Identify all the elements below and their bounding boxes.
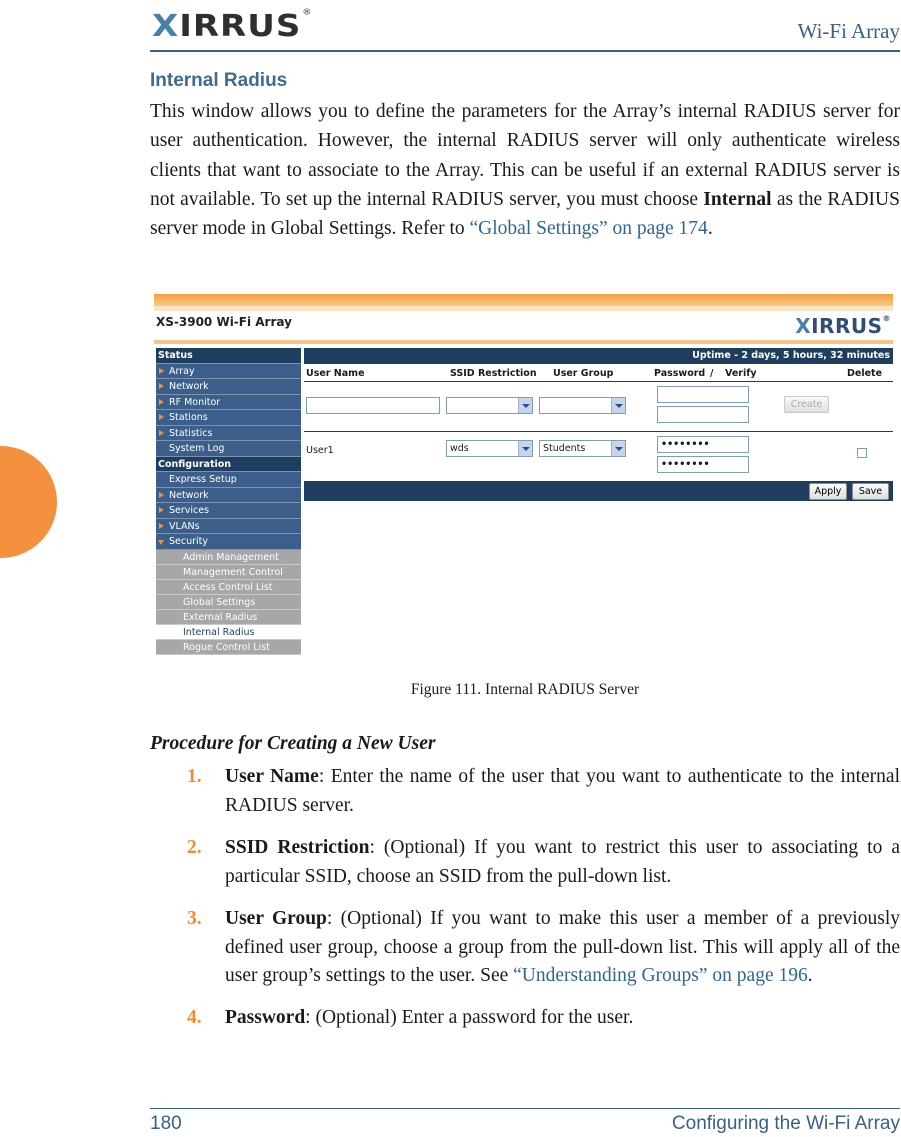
procedure-step: 2. SSID Restriction: (Optional) If you want to restrict this user to associating to a particular SSID, choose an SSID from the pull-down list.	[187, 836, 900, 887]
user-password-input[interactable]: ••••••••	[657, 436, 749, 453]
internal-radius-screenshot	[154, 294, 893, 664]
page-number: 180	[150, 1113, 182, 1134]
column-ssid-restriction: SSID Restriction	[450, 368, 537, 379]
sidebar-item-external-radius[interactable]: External Radius	[156, 610, 301, 625]
user-verify-input[interactable]: ••••••••	[657, 456, 749, 473]
chevron-down-icon	[518, 398, 532, 413]
delete-user-checkbox[interactable]	[857, 448, 867, 458]
apply-button[interactable]: Apply	[809, 483, 847, 500]
uptime-status: Uptime - 2 days, 5 hours, 32 minutes	[304, 348, 893, 364]
figure-xirrus-logo: XIRRUS®	[795, 314, 891, 338]
sidebar-item-admin-management[interactable]: Admin Management	[156, 550, 301, 565]
navigation-sidebar	[156, 348, 301, 655]
sidebar-status-heading[interactable]: Status	[156, 348, 301, 364]
sidebar-item-system-log[interactable]: System Log	[156, 441, 301, 457]
column-delete: Delete	[847, 368, 883, 379]
sidebar-item-global-settings[interactable]: Global Settings	[156, 595, 301, 610]
sidebar-configuration-heading[interactable]: Configuration	[156, 457, 301, 473]
column-user-name: User Name	[306, 368, 365, 379]
footer-title: Configuring the Wi-Fi Array	[671, 1113, 900, 1134]
sidebar-item-management-control[interactable]: Management Control	[156, 565, 301, 580]
procedure-title: Procedure for Creating a New User	[150, 733, 436, 754]
sidebar-item-network[interactable]: Network	[156, 379, 301, 395]
new-password-input[interactable]	[657, 386, 749, 403]
chevron-down-icon	[518, 441, 532, 456]
sidebar-item-services[interactable]: Services	[156, 503, 301, 519]
sidebar-item-internal-radius[interactable]: Internal Radius	[156, 625, 301, 640]
chevron-down-icon	[611, 398, 625, 413]
user-ssid-select[interactable]: wds	[446, 440, 533, 457]
chapter-tab-marker	[0, 446, 57, 558]
action-bar	[304, 482, 893, 501]
new-user-row	[304, 382, 893, 432]
internal-mode-term: Internal	[703, 188, 772, 210]
figure-top-bar	[154, 294, 893, 306]
create-button[interactable]: Create	[784, 396, 829, 413]
save-button[interactable]: Save	[852, 483, 889, 500]
sidebar-item-config-network[interactable]: Network	[156, 488, 301, 504]
product-name: XS-3900 Wi-Fi Array	[156, 315, 292, 329]
sidebar-item-access-control-list[interactable]: Access Control List	[156, 580, 301, 595]
user-group-select[interactable]: Students	[539, 440, 626, 457]
figure-caption: Figure 111. Internal RADIUS Server	[410, 681, 640, 698]
sidebar-item-express-setup[interactable]: Express Setup	[156, 472, 301, 488]
page-header	[150, 6, 900, 52]
footer-rule	[150, 1108, 900, 1109]
procedure-steps	[150, 763, 900, 1046]
document-title: Wi-Fi Array	[797, 19, 900, 43]
sidebar-item-array[interactable]: Array	[156, 364, 301, 380]
understanding-groups-link[interactable]: “Understanding Groups” on page 196	[513, 965, 808, 987]
new-group-select[interactable]	[539, 397, 626, 414]
new-ssid-select[interactable]	[446, 397, 533, 414]
column-verify: Verify	[725, 368, 757, 379]
sidebar-item-security[interactable]: Security	[156, 534, 301, 550]
procedure-step: 1. User Name: Enter the name of the user that you want to authenticate to the internal RADIUS server.	[187, 766, 900, 816]
internal-radius-panel	[304, 348, 893, 501]
xirrus-logo: XIRRUS®	[152, 8, 313, 44]
intro-paragraph: This window allows you to define the parameters for the Array’s internal RADIUS server for user authentication. However, the internal RADIUS server will only authenticate wireless clients that want to associate to the Array. This can be useful if an external RADIUS server is not available. To set up the internal RADIUS server, you must choose Internal as the RADIUS server mode in Global Settings. Refer to “Global Settings” on page 174.	[150, 101, 900, 240]
column-slash: /	[710, 368, 714, 379]
chevron-down-icon	[611, 441, 625, 456]
column-user-group: User Group	[553, 368, 614, 379]
column-password: Password	[654, 368, 706, 379]
procedure-step: 4. Password: (Optional) Enter a password for the user.	[187, 1007, 634, 1029]
user-name-value: User1	[306, 445, 334, 456]
sidebar-item-vlans[interactable]: VLANs	[156, 519, 301, 535]
sidebar-item-rf-monitor[interactable]: RF Monitor	[156, 395, 301, 411]
section-title: Internal Radius	[150, 70, 288, 91]
global-settings-link[interactable]: “Global Settings” on page 174	[469, 218, 708, 240]
header-rule	[150, 50, 900, 52]
new-user-name-input[interactable]	[306, 397, 440, 414]
new-verify-input[interactable]	[657, 406, 749, 423]
sidebar-item-rogue-control-list[interactable]: Rogue Control List	[156, 640, 301, 655]
sidebar-item-statistics[interactable]: Statistics	[156, 426, 301, 442]
procedure-step: 3. User Group: (Optional) If you want to make this user a member of a previously defined user group, choose a group from the pull-down list. This will apply all of the user group’s settings to the user. See “Understanding Groups” on page 196.	[187, 907, 900, 987]
sidebar-item-stations[interactable]: Stations	[156, 410, 301, 426]
user-table-header	[304, 364, 893, 382]
user-row	[304, 432, 893, 482]
